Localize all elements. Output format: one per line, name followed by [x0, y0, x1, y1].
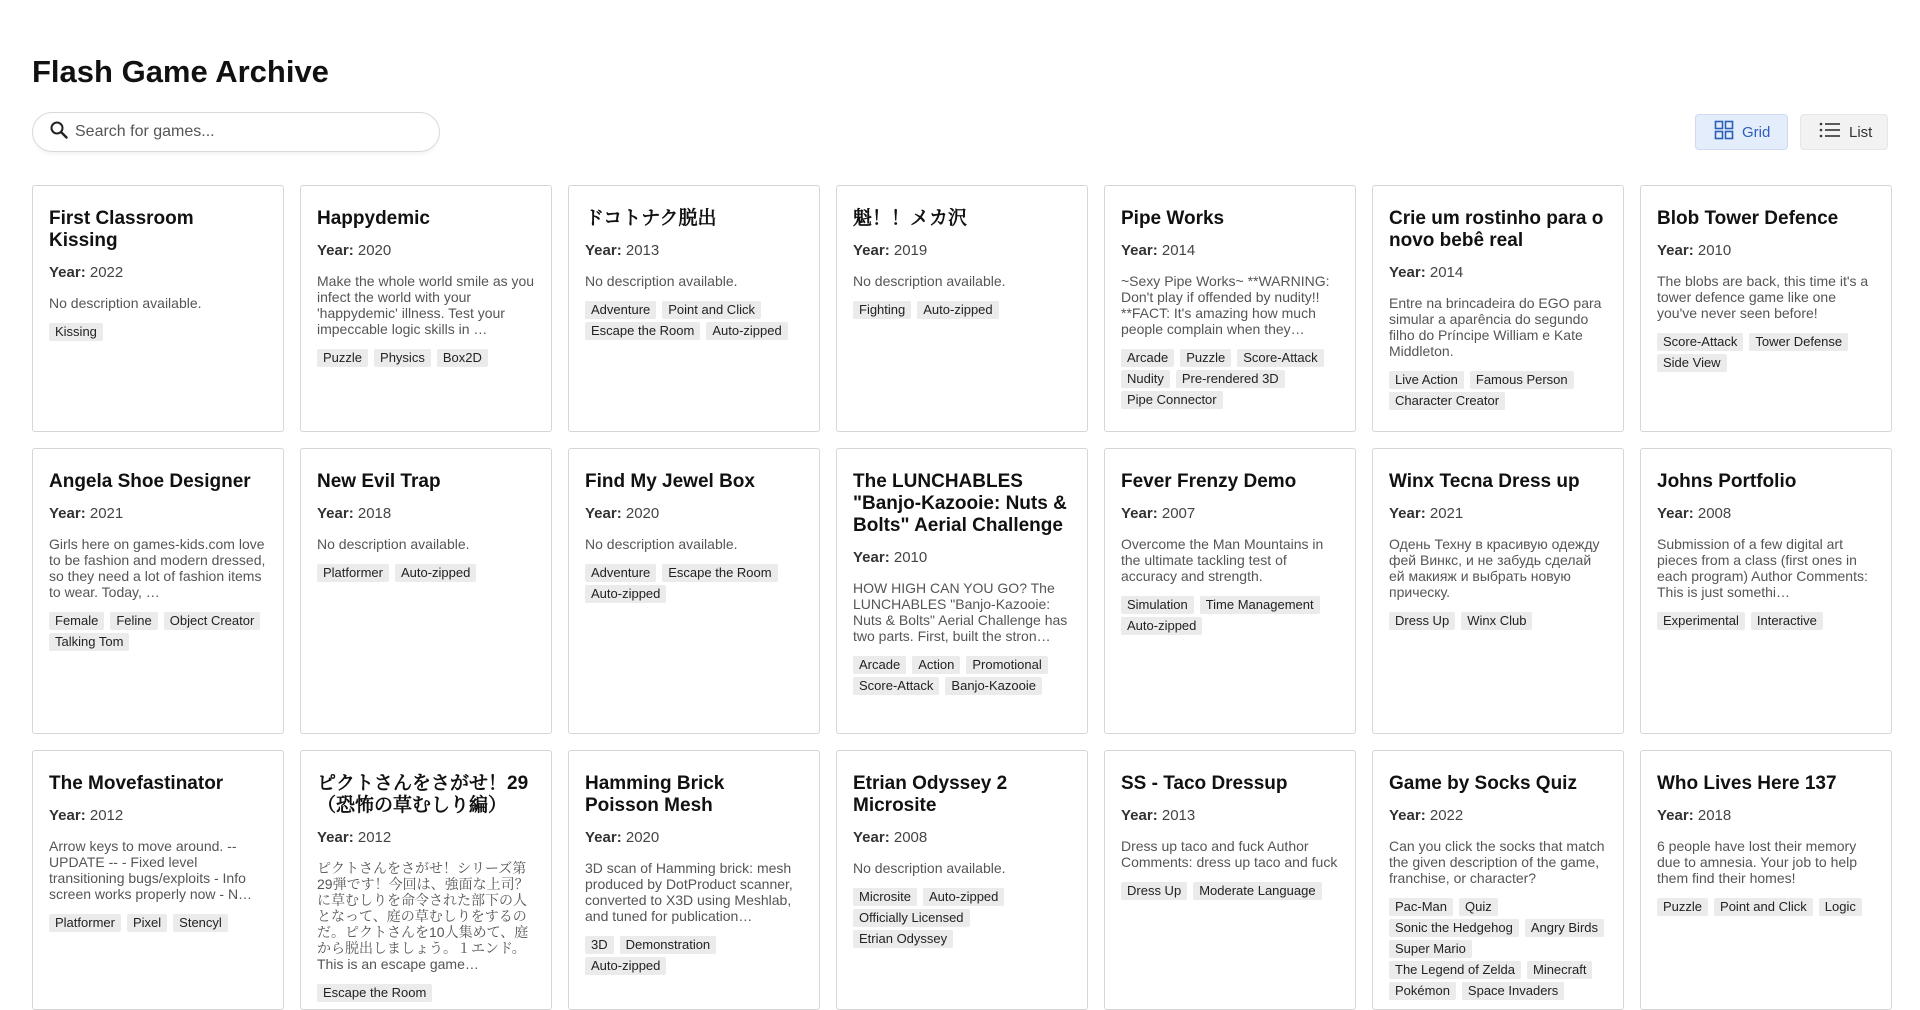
tag[interactable]: Box2D	[437, 349, 488, 367]
game-title[interactable]: Angela Shoe Designer	[49, 471, 251, 492]
game-description: No description available.	[585, 273, 738, 289]
game-description: ~Sexy Pipe Works~ **WARNING: Don't play if offended by nudity!! **FACT: It's amazing how much people complain when they…	[1121, 273, 1330, 337]
year-value: 2013	[1161, 807, 1196, 824]
game-year	[1121, 807, 1339, 824]
game-year	[1389, 807, 1607, 824]
tag[interactable]: Auto-zipped	[917, 301, 998, 319]
game-title[interactable]: The LUNCHABLES "Banjo-Kazooie: Nuts & Bolts" Aerial Challenge	[853, 471, 1067, 536]
year-value: 2018	[1697, 807, 1732, 824]
tag-list	[1121, 882, 1339, 900]
tag[interactable]: Escape the Room	[317, 984, 432, 1002]
game-title[interactable]: New Evil Trap	[317, 471, 441, 492]
game-year	[317, 505, 535, 522]
game-card[interactable]	[32, 185, 284, 432]
tag[interactable]: Point and Click	[662, 301, 761, 319]
tag[interactable]: Pre-rendered 3D	[1176, 370, 1285, 388]
game-year	[585, 829, 803, 846]
game-year	[49, 264, 267, 281]
year-value: 2012	[89, 807, 124, 824]
year-label: Year:	[1389, 807, 1426, 824]
tag[interactable]: Adventure	[585, 301, 656, 319]
game-year	[1657, 505, 1875, 522]
tag[interactable]: Score-Attack	[853, 677, 939, 695]
tag-list	[49, 323, 267, 341]
game-year	[1657, 242, 1875, 259]
tag-list	[49, 914, 267, 932]
tag-list	[1389, 898, 1607, 1000]
game-card[interactable]	[1640, 448, 1892, 734]
year-value: 2014	[1429, 264, 1464, 281]
search-bar[interactable]	[32, 112, 440, 152]
game-title[interactable]: Winx Tecna Dress up	[1389, 471, 1580, 492]
year-value: 2014	[1161, 242, 1196, 259]
tag-list	[1389, 612, 1607, 630]
game-card[interactable]	[836, 448, 1088, 734]
tag[interactable]: Feline	[110, 612, 157, 630]
game-card[interactable]	[1372, 185, 1624, 432]
year-value: 2022	[89, 264, 124, 281]
game-title[interactable]: Game by Socks Quiz	[1389, 773, 1577, 794]
tag-list	[585, 301, 803, 340]
year-value: 2013	[625, 242, 660, 259]
tag[interactable]: Time Management	[1200, 596, 1320, 614]
game-year	[317, 242, 535, 259]
tag[interactable]: Logic	[1819, 898, 1862, 916]
tag[interactable]: Female	[49, 612, 104, 630]
game-card[interactable]	[836, 185, 1088, 432]
tag-list	[1657, 612, 1875, 630]
tag[interactable]: Point and Click	[1714, 898, 1813, 916]
year-value: 2008	[1697, 505, 1732, 522]
tag[interactable]: Microsite	[853, 888, 917, 906]
tag-list	[1121, 596, 1339, 635]
tag[interactable]: Auto-zipped	[585, 957, 666, 975]
search-input[interactable]	[75, 123, 405, 141]
game-description: Одень Техну в красивую одежду фей Винкс, и не забудь сделай ей макияж и выбрать новую прическу.	[1389, 536, 1600, 600]
game-card[interactable]	[300, 750, 552, 1010]
game-title[interactable]: Find My Jewel Box	[585, 471, 755, 492]
game-year	[585, 242, 803, 259]
year-label: Year:	[853, 549, 890, 566]
game-description: HOW HIGH CAN YOU GO? The LUNCHABLES "Banjo-Kazooie: Nuts & Bolts" Aerial Challenge has two parts. First, built the stron…	[853, 580, 1068, 644]
game-description: Entre na brincadeira do EGO para simular a aparência do segundo filho do Príncipe William e Kate Middleton.	[1389, 295, 1602, 359]
game-year	[853, 242, 1071, 259]
tag[interactable]: Interactive	[1751, 612, 1823, 630]
year-value: 2018	[357, 505, 392, 522]
game-year	[1389, 505, 1607, 522]
tag[interactable]: Physics	[374, 349, 431, 367]
list-view-label: List	[1849, 123, 1873, 141]
tag[interactable]: Space Invaders	[1462, 982, 1564, 1000]
tag[interactable]: Etrian Odyssey	[853, 930, 953, 948]
list-icon	[1819, 121, 1841, 143]
tag-list	[317, 564, 535, 582]
game-year	[585, 505, 803, 522]
game-title[interactable]: Crie um rostinho para o novo bebê real	[1389, 208, 1604, 251]
tag[interactable]: Platformer	[317, 564, 389, 582]
tag[interactable]: 3D	[585, 936, 614, 954]
year-label: Year:	[317, 829, 354, 846]
game-card[interactable]	[300, 185, 552, 432]
year-label: Year:	[1657, 807, 1694, 824]
game-year	[1389, 264, 1607, 281]
game-description: No description available.	[317, 536, 470, 552]
game-description: Arrow keys to move around. -- UPDATE -- - Fixed level transitioning bugs/exploits - Info screen works properly now - N…	[49, 838, 253, 902]
game-title[interactable]: Etrian Odyssey 2 Microsite	[853, 773, 1008, 816]
tag[interactable]: Puzzle	[317, 349, 368, 367]
tag[interactable]: Talking Tom	[49, 633, 129, 651]
tag[interactable]: Promotional	[966, 656, 1047, 674]
tag[interactable]: Pokémon	[1389, 982, 1456, 1000]
year-label: Year:	[585, 829, 622, 846]
year-label: Year:	[49, 264, 86, 281]
tag[interactable]: Auto-zipped	[585, 585, 666, 603]
game-year	[1121, 505, 1339, 522]
tag[interactable]: Banjo-Kazooie	[945, 677, 1042, 695]
tag[interactable]: Auto-zipped	[1121, 617, 1202, 635]
game-card[interactable]	[1104, 750, 1356, 1010]
year-value: 2020	[357, 242, 392, 259]
tag[interactable]: Platformer	[49, 914, 121, 932]
tag[interactable]: Dress Up	[1389, 612, 1455, 630]
tag[interactable]: Pac-Man	[1389, 898, 1453, 916]
year-label: Year:	[585, 242, 622, 259]
game-year	[317, 829, 535, 846]
game-description: ピクトさんをさがせ！シリーズ第29弾です！今回は、強面な上司？に草むしりを命令された部下の人となって、庭の草むしりをするのだ。ピクトさんを10人集めて、庭から脱出しましょう。１エンド。This is an escape game…	[317, 860, 529, 972]
game-card[interactable]	[1372, 448, 1624, 734]
game-year	[853, 549, 1071, 566]
year-label: Year:	[1121, 242, 1158, 259]
year-value: 2020	[625, 829, 660, 846]
game-title[interactable]: Pipe Works	[1121, 208, 1225, 229]
tag[interactable]: Auto-zipped	[395, 564, 476, 582]
tag-list	[585, 564, 803, 603]
game-description: 6 people have lost their memory due to amnesia. Your job to help them find their homes!	[1657, 838, 1858, 886]
tag[interactable]: Puzzle	[1657, 898, 1708, 916]
game-year	[1657, 807, 1875, 824]
game-grid	[32, 185, 1898, 1010]
tag[interactable]: Super Mario	[1389, 940, 1472, 958]
year-label: Year:	[49, 505, 86, 522]
tag[interactable]: Object Creator	[164, 612, 261, 630]
tag[interactable]: Action	[912, 656, 960, 674]
game-year	[853, 829, 1071, 846]
year-label: Year:	[1657, 505, 1694, 522]
tag[interactable]: Officially Licensed	[853, 909, 970, 927]
year-value: 2012	[357, 829, 392, 846]
game-description: Overcome the Man Mountains in the ultimate tackling test of accuracy and strength.	[1121, 536, 1324, 584]
tag[interactable]: Live Action	[1389, 371, 1464, 389]
tag[interactable]: Winx Club	[1461, 612, 1532, 630]
tag[interactable]: Tower Defense	[1749, 333, 1848, 351]
tag-list	[853, 888, 1071, 948]
game-card[interactable]	[568, 185, 820, 432]
year-label: Year:	[1121, 807, 1158, 824]
tag-list	[1657, 898, 1875, 916]
game-description: No description available.	[585, 536, 738, 552]
year-value: 2019	[893, 242, 928, 259]
tag[interactable]: Escape the Room	[662, 564, 777, 582]
year-value: 2007	[1161, 505, 1196, 522]
game-description: Submission of a few digital art pieces from a class (first ones in each program) Author Comments: This is just somethi…	[1657, 536, 1868, 600]
year-label: Year:	[317, 505, 354, 522]
game-title[interactable]: Hamming Brick Poisson Mesh	[585, 773, 725, 816]
game-description: The blobs are back, this time it's a tower defence game like one you've never seen before!	[1657, 273, 1869, 321]
game-card[interactable]	[1640, 185, 1892, 432]
game-title[interactable]: Blob Tower Defence	[1657, 208, 1839, 229]
game-description: Girls here on games-kids.com love to be fashion and modern dressed, so they need a lot of fashion items to wear. Today, …	[49, 536, 266, 600]
search-icon	[49, 120, 69, 145]
tag-list	[853, 656, 1071, 695]
year-value: 2008	[893, 829, 928, 846]
tag[interactable]: Demonstration	[620, 936, 717, 954]
game-card[interactable]	[568, 448, 820, 734]
tag[interactable]: Pipe Connector	[1121, 391, 1223, 409]
tag[interactable]: Famous Person	[1470, 371, 1574, 389]
game-description: Make the whole world smile as you infect the world with your 'happydemic' illness. Test your impeccable logic skills in …	[317, 273, 535, 337]
year-label: Year:	[853, 242, 890, 259]
game-title[interactable]: First Classroom Kissing	[49, 208, 194, 251]
year-label: Year:	[1389, 264, 1426, 281]
year-label: Year:	[49, 807, 86, 824]
tag[interactable]: Kissing	[49, 323, 103, 341]
tag[interactable]: Experimental	[1657, 612, 1745, 630]
game-card[interactable]	[32, 448, 284, 734]
game-description: No description available.	[853, 860, 1006, 876]
year-label: Year:	[1389, 505, 1426, 522]
game-title[interactable]: The Movefastinator	[49, 773, 224, 794]
tag[interactable]: Auto-zipped	[923, 888, 1004, 906]
tag[interactable]: Escape the Room	[585, 322, 700, 340]
grid-view-button[interactable]	[1695, 114, 1788, 150]
list-view-button[interactable]	[1800, 114, 1888, 150]
game-title[interactable]: Fever Frenzy Demo	[1121, 471, 1297, 492]
game-card[interactable]	[568, 750, 820, 1010]
tag[interactable]: Moderate Language	[1193, 882, 1321, 900]
game-year	[49, 505, 267, 522]
year-value: 2010	[1697, 242, 1732, 259]
tag[interactable]: Quiz	[1459, 898, 1498, 916]
game-description: 3D scan of Hamming brick: mesh produced by DotProduct scanner, converted to X3D using Meshlab, and tuned for publication…	[585, 860, 793, 924]
year-label: Year:	[1121, 505, 1158, 522]
game-card[interactable]	[1372, 750, 1624, 1010]
tag-list	[585, 936, 803, 975]
tag[interactable]: Score-Attack	[1237, 349, 1323, 367]
game-card[interactable]	[1104, 448, 1356, 734]
view-toggle	[1695, 114, 1888, 150]
game-year	[49, 807, 267, 824]
game-year	[1121, 242, 1339, 259]
tag-list	[853, 301, 1071, 319]
year-value: 2021	[89, 505, 124, 522]
tag-list	[1121, 349, 1339, 409]
game-card[interactable]	[1640, 750, 1892, 1010]
game-title[interactable]: ピクトさんをさがせ！29（恐怖の草むしり編）	[317, 773, 529, 816]
game-title[interactable]: ドコトナク脱出	[585, 208, 717, 229]
tag[interactable]: Sonic the Hedgehog	[1389, 919, 1519, 937]
year-label: Year:	[1657, 242, 1694, 259]
tag[interactable]: Angry Birds	[1525, 919, 1604, 937]
tag[interactable]: Simulation	[1121, 596, 1194, 614]
game-title[interactable]: Happydemic	[317, 208, 430, 229]
game-description: No description available.	[49, 295, 202, 311]
game-card[interactable]	[836, 750, 1088, 1010]
tag[interactable]: Auto-zipped	[706, 322, 787, 340]
tag[interactable]: Character Creator	[1389, 392, 1505, 410]
grid-view-label: Grid	[1742, 123, 1771, 141]
year-label: Year:	[317, 242, 354, 259]
tag[interactable]: The Legend of Zelda	[1389, 961, 1521, 979]
tag[interactable]: Nudity	[1121, 370, 1170, 388]
tag-list	[317, 984, 535, 1002]
tag-list	[317, 349, 535, 367]
game-description: Dress up taco and fuck Author Comments: dress up taco and fuck	[1121, 838, 1338, 870]
year-label: Year:	[585, 505, 622, 522]
tag-list	[1389, 371, 1607, 410]
game-title[interactable]: 魁！！メカ沢	[853, 208, 968, 229]
game-title[interactable]: Johns Portfolio	[1657, 471, 1797, 492]
tag[interactable]: Minecraft	[1527, 961, 1592, 979]
tag[interactable]: Dress Up	[1121, 882, 1187, 900]
tag[interactable]: Arcade	[1121, 349, 1174, 367]
game-title[interactable]: SS - Taco Dressup	[1121, 773, 1288, 794]
year-value: 2022	[1429, 807, 1464, 824]
tag[interactable]: Arcade	[853, 656, 906, 674]
tag-list	[49, 612, 267, 651]
tag[interactable]: Stencyl	[173, 914, 228, 932]
game-description: No description available.	[853, 273, 1006, 289]
game-card[interactable]	[32, 750, 284, 1010]
tag[interactable]: Adventure	[585, 564, 656, 582]
grid-icon	[1714, 120, 1734, 144]
game-card[interactable]	[1104, 185, 1356, 432]
year-value: 2021	[1429, 505, 1464, 522]
tag[interactable]: Score-Attack	[1657, 333, 1743, 351]
tag-list	[1657, 333, 1875, 372]
game-description: Can you click the socks that match the given description of the game, franchise, or character?	[1389, 838, 1605, 886]
tag[interactable]: Puzzle	[1180, 349, 1231, 367]
tag[interactable]: Side View	[1657, 354, 1727, 372]
tag[interactable]: Fighting	[853, 301, 911, 319]
year-value: 2020	[625, 505, 660, 522]
year-value: 2010	[893, 549, 928, 566]
game-card[interactable]	[300, 448, 552, 734]
page-title: Flash Game Archive	[32, 54, 329, 89]
game-title[interactable]: Who Lives Here 137	[1657, 773, 1837, 794]
tag[interactable]: Pixel	[127, 914, 167, 932]
year-label: Year:	[853, 829, 890, 846]
